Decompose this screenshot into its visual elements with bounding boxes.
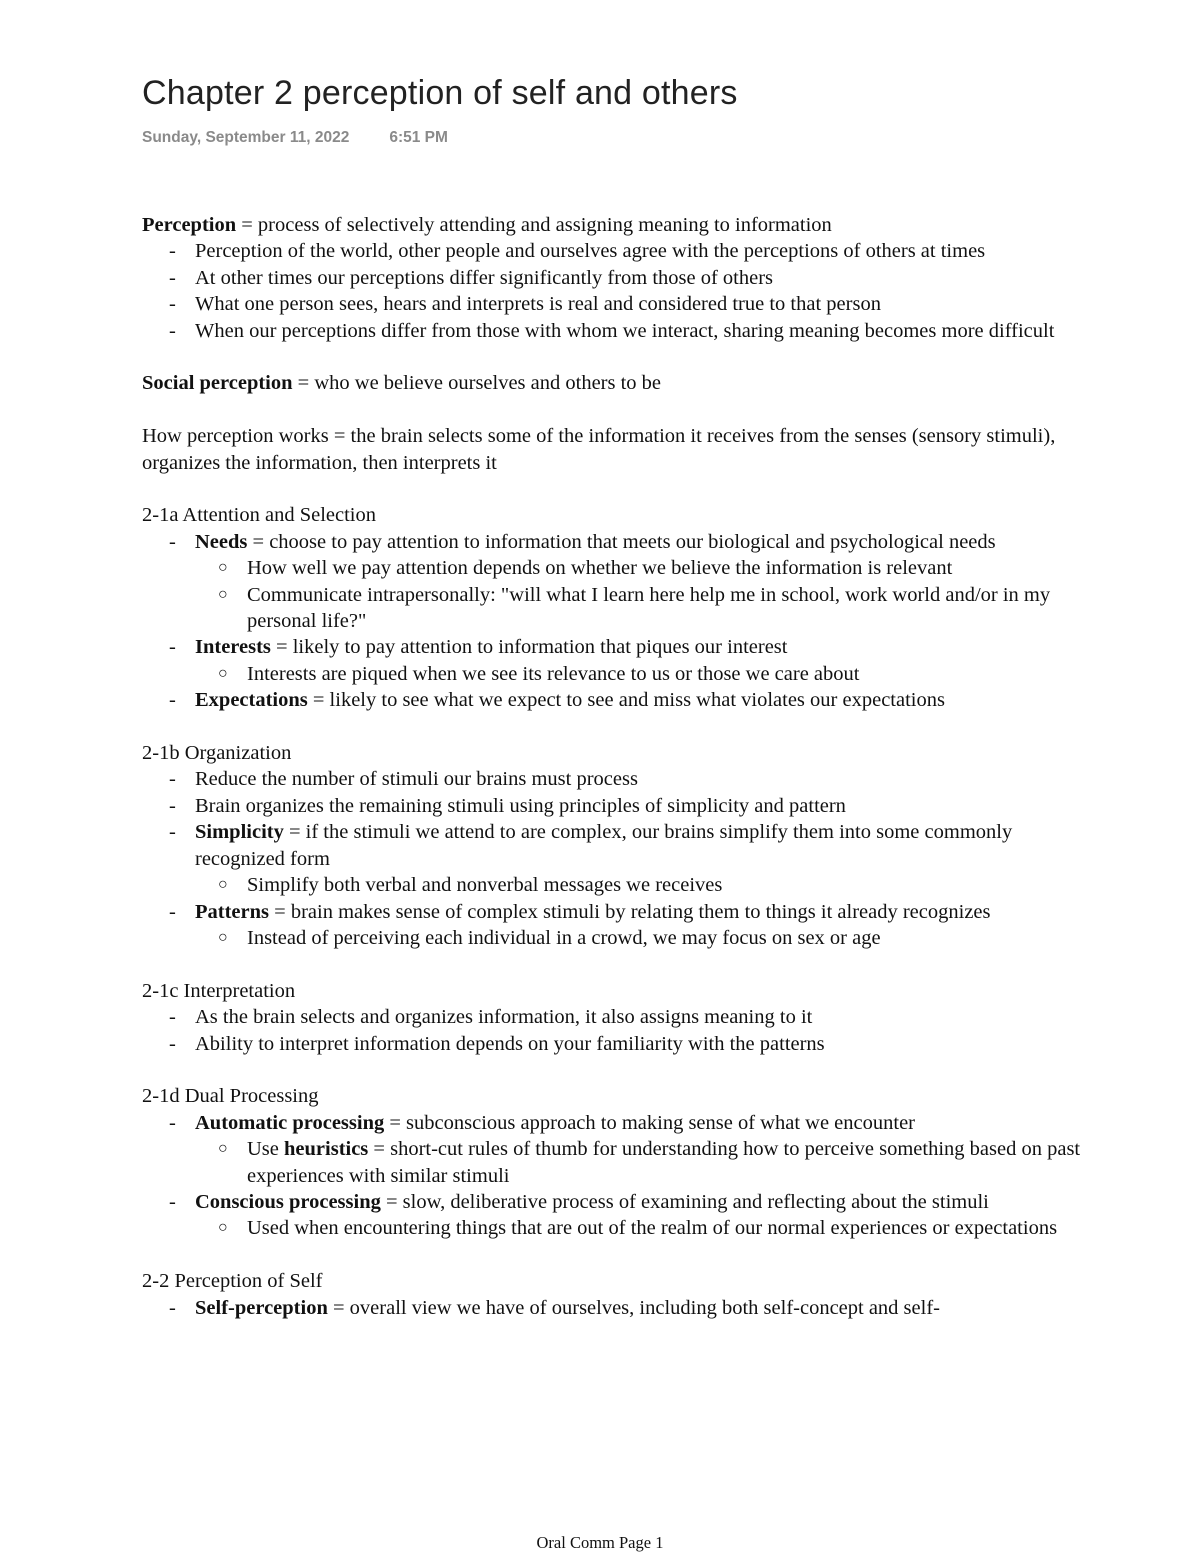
sub-list-item: ○ How well we pay attention depends on whether we believe the information is relevant xyxy=(142,555,1102,581)
dash-bullet: - xyxy=(169,1190,176,1213)
dash-bullet: - xyxy=(169,1006,176,1029)
list-item: - Expectations = likely to see what we expect to see and miss what violates our expectations xyxy=(142,687,1102,713)
dash-bullet: - xyxy=(169,1296,176,1319)
sub-list-item: ○ Simplify both verbal and nonverbal messages we receives xyxy=(142,872,1102,898)
dash-bullet: - xyxy=(169,1111,176,1134)
list-item: - Self-perception = overall view we have of ourselves, including both self-concept and self- xyxy=(142,1295,1102,1321)
circle-bullet: ○ xyxy=(218,1219,228,1237)
circle-bullet: ○ xyxy=(218,585,228,603)
page-footer: Oral Comm Page 1 xyxy=(536,1533,664,1552)
list-item: - Automatic processing = subconscious approach to making sense of what we encounter xyxy=(142,1110,1102,1136)
list-item: - Conscious processing = slow, deliberative process of examining and reflecting about the stimuli xyxy=(142,1189,1102,1215)
sub-list-item: ○ Use heuristics = short-cut rules of thumb for understanding how to perceive something based on past experiences with similar stimuli xyxy=(218,1138,1081,1187)
note-meta xyxy=(142,129,448,147)
note-date: Sunday, September 11, 2022 xyxy=(142,129,350,146)
definition-social-perception: Social perception = who we believe ourselves and others to be xyxy=(142,372,662,395)
list-item: - Patterns = brain makes sense of complex stimuli by relating them to things it already recognizes xyxy=(142,899,1102,925)
section-heading: 2-1c Interpretation xyxy=(142,979,296,1002)
dash-bullet: - xyxy=(169,636,176,659)
list-item: - Brain organizes the remaining stimuli using principles of simplicity and pattern xyxy=(142,793,1102,819)
dash-bullet: - xyxy=(169,240,176,263)
list-item: - Interests = likely to pay attention to information that piques our interest xyxy=(142,634,1102,660)
sub-list-item: ○ Interests are piqued when we see its relevance to us or those we care about xyxy=(142,661,1102,687)
dash-bullet: - xyxy=(169,689,176,712)
list-item: - Needs = choose to pay attention to information that meets our biological and psychological needs xyxy=(142,529,1102,555)
term: Perception xyxy=(142,214,237,236)
section-heading: 2-1a Attention and Selection xyxy=(142,504,376,527)
list-item: - Ability to interpret information depends on your familiarity with the patterns xyxy=(142,1031,1102,1057)
circle-bullet: ○ xyxy=(218,664,228,682)
dash-bullet: - xyxy=(169,821,176,844)
dash-bullet: - xyxy=(169,1032,176,1055)
circle-bullet: ○ xyxy=(218,876,228,894)
note-body xyxy=(142,212,1102,1321)
circle-bullet: ○ xyxy=(218,559,228,577)
dash-bullet: - xyxy=(169,293,176,316)
circle-bullet: ○ xyxy=(218,1140,228,1158)
sub-list-item: ○ Instead of perceiving each individual in a crowd, we may focus on sex or age xyxy=(142,925,1102,951)
definition-perception: Perception = process of selectively attending and assigning meaning to information xyxy=(142,214,832,236)
list-item: - What one person sees, hears and interprets is real and considered true to that person xyxy=(142,291,1102,317)
list-item: - Simplicity = if the stimuli we attend to are complex, our brains simplify them into some commonly recognized form xyxy=(169,821,1013,870)
dash-bullet: - xyxy=(169,794,176,817)
note-time: 6:51 PM xyxy=(389,129,448,146)
dash-bullet: - xyxy=(169,530,176,553)
dash-bullet: - xyxy=(169,319,176,342)
dash-bullet: - xyxy=(169,900,176,923)
list-item: - Reduce the number of stimuli our brains must process xyxy=(142,766,1102,792)
dash-bullet: - xyxy=(169,266,176,289)
list-item: - Perception of the world, other people and ourselves agree with the perceptions of others at times xyxy=(142,238,1102,264)
list-item: - At other times our perceptions differ significantly from those of others xyxy=(142,265,1102,291)
dash-bullet: - xyxy=(169,768,176,791)
sub-list-item: ○ Communicate intrapersonally: "will what I learn here help me in school, work world and/or in my personal life?" xyxy=(218,583,1051,633)
list-item: - As the brain selects and organizes information, it also assigns meaning to it xyxy=(142,1004,1102,1030)
section-heading: 2-1b Organization xyxy=(142,742,292,765)
how-perception-works: How perception works = the brain selects some of the information it receives from the senses (sensory stimuli), organizes the information, then interprets it xyxy=(142,425,1056,474)
section-heading: 2-1d Dual Processing xyxy=(142,1085,319,1108)
section-heading: 2-2 Perception of Self xyxy=(142,1270,323,1293)
circle-bullet: ○ xyxy=(218,928,228,946)
sub-list-item: ○ Used when encountering things that are out of the realm of our normal experiences or expectations xyxy=(142,1215,1102,1241)
page-title: Chapter 2 perception of self and others xyxy=(142,74,738,112)
list-item: - When our perceptions differ from those with whom we interact, sharing meaning becomes more difficult xyxy=(142,318,1102,344)
